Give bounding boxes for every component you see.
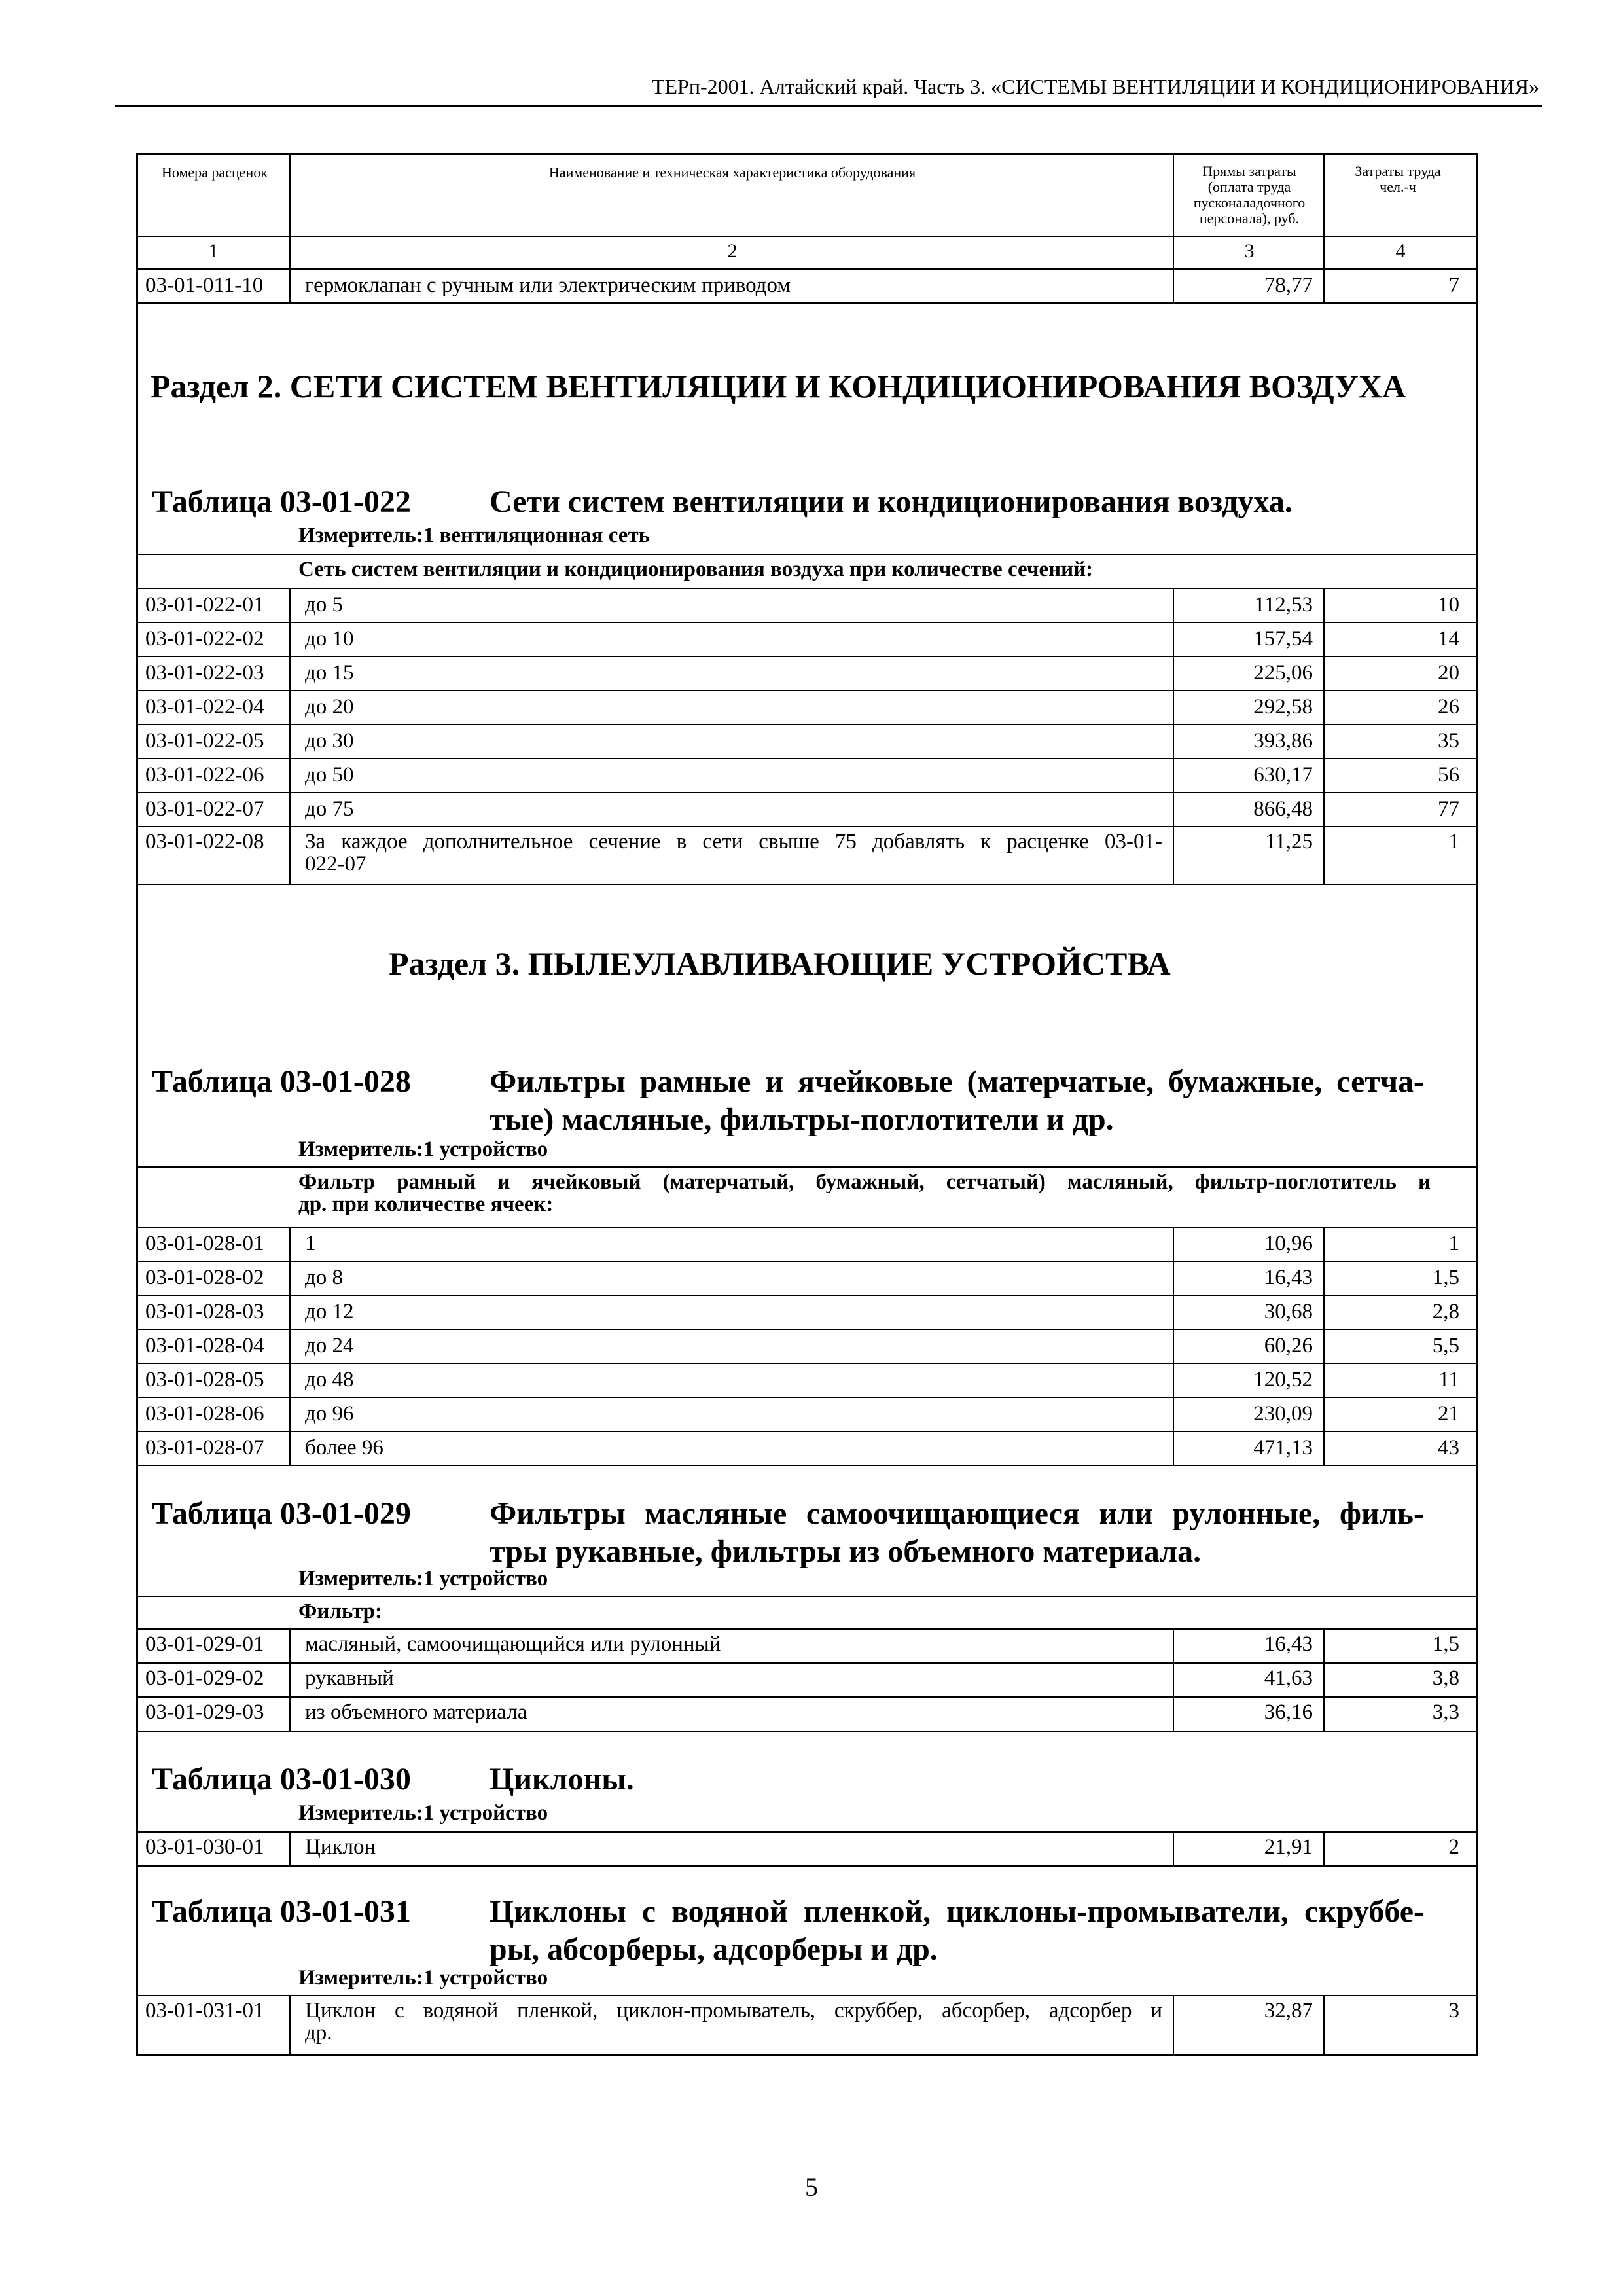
rate-cost: 120,52 bbox=[1253, 1368, 1313, 1391]
column-divider bbox=[289, 1628, 291, 1731]
row-divider bbox=[136, 554, 1478, 555]
rate-labor: 56 bbox=[1438, 763, 1459, 787]
section-3-title: Раздел 3. ПЫЛЕУЛАВЛИВАЮЩИЕ УСТРОЙСТВА bbox=[389, 945, 1171, 982]
rate-name: до 8 bbox=[305, 1266, 344, 1289]
rate-labor: 1 bbox=[1448, 830, 1459, 853]
row-divider bbox=[136, 1431, 1478, 1432]
table-03-01-029-number: Таблица 03-01-029 bbox=[152, 1496, 411, 1531]
rate-name: из объемного материала bbox=[305, 1700, 527, 1724]
rate-labor: 3,3 bbox=[1432, 1700, 1459, 1724]
rate-name: до 50 bbox=[305, 763, 354, 787]
col-header-direct-costs-line: (оплата труда bbox=[1207, 179, 1291, 195]
column-divider bbox=[1323, 1995, 1325, 2055]
rate-name: до 12 bbox=[305, 1300, 354, 1323]
table-03-01-031-unit: Измеритель:1 устройство bbox=[298, 1966, 548, 1990]
rate-cost: 393,86 bbox=[1253, 729, 1313, 753]
row-divider bbox=[136, 1329, 1478, 1330]
rate-code: 03-01-028-03 bbox=[145, 1300, 264, 1323]
table-03-01-029-title bbox=[490, 1495, 1424, 1571]
rate-name: Циклон bbox=[305, 1835, 376, 1859]
rate-cost: 225,06 bbox=[1253, 661, 1313, 685]
column-divider bbox=[1173, 1227, 1174, 1465]
table-03-01-030-title bbox=[490, 1761, 1425, 1799]
rate-code: 03-01-029-02 bbox=[145, 1666, 264, 1690]
col-header-description: Наименование и техническая характеристика оборудования bbox=[548, 164, 916, 181]
header-divider bbox=[136, 236, 1478, 237]
row-divider bbox=[136, 1363, 1478, 1364]
rate-name-line: За каждое дополнительное сечение в сети свыше 75 добавлять к расценке 03-01- bbox=[305, 830, 1162, 853]
rate-code: 03-01-031-01 bbox=[145, 1999, 264, 2022]
row-divider bbox=[136, 656, 1478, 657]
rate-code: 03-01-022-07 bbox=[145, 797, 264, 821]
row-divider bbox=[136, 724, 1478, 725]
col-header-direct-costs-line: персонала), руб. bbox=[1199, 210, 1300, 226]
rate-labor: 3,8 bbox=[1432, 1666, 1459, 1690]
rate-cost: 41,63 bbox=[1264, 1666, 1313, 1690]
col-header-direct-costs-line: пусконаладочного bbox=[1193, 194, 1306, 211]
column-divider bbox=[1173, 153, 1174, 302]
rate-cost: 16,43 bbox=[1264, 1632, 1313, 1656]
table-title-line: ры, абсорберы, адсорберы и др. bbox=[490, 1932, 938, 1967]
table-03-01-022-title bbox=[490, 483, 1425, 521]
rate-cost: 60,26 bbox=[1264, 1334, 1313, 1357]
rate-code: 03-01-028-01 bbox=[145, 1232, 264, 1255]
rate-labor: 43 bbox=[1438, 1436, 1459, 1460]
table-03-01-030-unit: Измеритель:1 устройство bbox=[298, 1801, 548, 1825]
rate-cost: 10,96 bbox=[1264, 1232, 1313, 1255]
rate-code: 03-01-011-10 bbox=[145, 274, 264, 297]
rate-name bbox=[305, 829, 1162, 877]
rate-name: до 48 bbox=[305, 1368, 354, 1391]
rate-code: 03-01-022-08 bbox=[145, 830, 264, 853]
rate-code: 03-01-028-02 bbox=[145, 1266, 264, 1289]
rate-name: до 10 bbox=[305, 627, 354, 651]
table-03-01-031-title bbox=[490, 1893, 1424, 1969]
row-divider bbox=[136, 884, 1478, 885]
table-03-01-022-number: Таблица 03-01-022 bbox=[152, 484, 411, 519]
rate-cost: 157,54 bbox=[1253, 627, 1313, 651]
rate-labor: 1,5 bbox=[1432, 1632, 1459, 1656]
table-title-line: Фильтры рамные и ячейковые (матерчатые, бумажные, сетча- bbox=[490, 1064, 1424, 1099]
page-number: 5 bbox=[805, 2172, 818, 2202]
rate-name: до 30 bbox=[305, 729, 354, 753]
rate-labor: 5,5 bbox=[1432, 1334, 1459, 1357]
row-divider bbox=[136, 1166, 1478, 1168]
rate-name: до 15 bbox=[305, 661, 354, 685]
row-divider bbox=[136, 1731, 1478, 1732]
table-03-01-022-group: Сеть систем вентиляции и кондиционирования воздуха при количестве сечений: bbox=[298, 558, 1094, 581]
rate-cost: 630,17 bbox=[1253, 763, 1313, 787]
rate-cost: 471,13 bbox=[1253, 1436, 1313, 1460]
table-03-01-028-number: Таблица 03-01-028 bbox=[152, 1064, 411, 1099]
column-divider bbox=[289, 1831, 291, 1865]
rate-labor: 77 bbox=[1438, 797, 1459, 821]
col-header-labor-line: Затраты труда bbox=[1355, 163, 1441, 179]
rate-name: более 96 bbox=[305, 1436, 383, 1460]
rate-cost: 230,09 bbox=[1253, 1402, 1313, 1426]
header-rule bbox=[115, 105, 1542, 107]
rate-cost: 36,16 bbox=[1264, 1700, 1313, 1724]
table-title-line: Сети систем вентиляции и кондиционирования воздуха. bbox=[490, 484, 1293, 519]
rate-code: 03-01-030-01 bbox=[145, 1835, 264, 1859]
rate-name-line: 022-07 bbox=[305, 852, 366, 876]
rate-labor: 2,8 bbox=[1432, 1300, 1459, 1323]
column-divider bbox=[289, 1227, 291, 1465]
table-title-line: Циклоны с водяной пленкой, циклоны-промыватели, скруббе- bbox=[490, 1894, 1424, 1929]
col-header-labor-line: чел.-ч bbox=[1380, 179, 1416, 195]
rate-cost: 866,48 bbox=[1253, 797, 1313, 821]
col-header-labor bbox=[1326, 164, 1470, 195]
rate-code: 03-01-022-04 bbox=[145, 695, 264, 719]
rate-cost: 11,25 bbox=[1264, 830, 1313, 853]
row-divider bbox=[136, 1465, 1478, 1466]
rate-code: 03-01-022-03 bbox=[145, 661, 264, 685]
column-divider bbox=[1323, 1831, 1325, 1865]
rate-labor: 35 bbox=[1438, 729, 1459, 753]
column-divider bbox=[1323, 153, 1325, 302]
column-divider bbox=[1323, 1227, 1325, 1465]
rate-name-line: Циклон с водяной пленкой, циклон-промыватель, скруббер, абсорбер, адсорбер и bbox=[305, 1999, 1162, 2022]
row-divider bbox=[136, 1696, 1478, 1698]
row-divider bbox=[136, 268, 1478, 270]
rate-code: 03-01-028-04 bbox=[145, 1334, 264, 1357]
group-line: Фильтр рамный и ячейковый (матерчатый, бумажный, сетчатый) масляный, фильтр-поглотитель и bbox=[298, 1170, 1431, 1194]
row-divider bbox=[136, 826, 1478, 827]
col-header-direct-costs bbox=[1175, 164, 1323, 226]
row-divider bbox=[136, 792, 1478, 793]
column-divider bbox=[289, 1995, 291, 2055]
column-divider bbox=[289, 588, 291, 884]
row-divider bbox=[136, 690, 1478, 691]
col-number: 4 bbox=[1395, 240, 1406, 262]
table-03-01-029-group: Фильтр: bbox=[298, 1600, 383, 1623]
rate-labor: 3 bbox=[1448, 1999, 1459, 2022]
col-number: 2 bbox=[727, 240, 738, 262]
table-title-line: Фильтры масляные самоочищающиеся или рулонные, филь- bbox=[490, 1496, 1424, 1531]
rate-cost: 30,68 bbox=[1264, 1300, 1313, 1323]
rate-name-line: др. bbox=[305, 2021, 332, 2045]
table-03-01-028-group bbox=[298, 1169, 1431, 1217]
rate-cost: 78,77 bbox=[1264, 274, 1313, 297]
table-title-line: тры рукавные, фильтры из объемного материала. bbox=[490, 1534, 1202, 1569]
rate-name: рукавный bbox=[305, 1666, 394, 1690]
rate-code: 03-01-029-03 bbox=[145, 1700, 264, 1724]
col-header-codes: Номера расценок bbox=[162, 164, 268, 181]
row-divider bbox=[136, 1628, 1478, 1630]
rate-labor: 20 bbox=[1438, 661, 1459, 685]
rate-name: до 96 bbox=[305, 1402, 354, 1426]
rate-labor: 1 bbox=[1448, 1232, 1459, 1255]
table-03-01-031-number: Таблица 03-01-031 bbox=[152, 1894, 411, 1929]
column-divider bbox=[1173, 1831, 1174, 1865]
rate-name: до 20 bbox=[305, 695, 354, 719]
rate-cost: 16,43 bbox=[1264, 1266, 1313, 1289]
rate-name: до 5 bbox=[305, 593, 344, 617]
rate-name: масляный, самоочищающийся или рулонный bbox=[305, 1632, 721, 1656]
table-03-01-022-unit: Измеритель:1 вентиляционная сеть bbox=[298, 524, 651, 547]
table-03-01-030-number: Таблица 03-01-030 bbox=[152, 1762, 411, 1797]
row-divider bbox=[136, 1596, 1478, 1597]
row-divider bbox=[136, 1227, 1478, 1228]
row-divider bbox=[136, 1831, 1478, 1833]
rate-cost: 112,53 bbox=[1254, 593, 1313, 617]
row-divider bbox=[136, 1865, 1478, 1867]
rate-code: 03-01-022-05 bbox=[145, 729, 264, 753]
row-divider bbox=[136, 1261, 1478, 1262]
section-2-title: Раздел 2. СЕТИ СИСТЕМ ВЕНТИЛЯЦИИ И КОНДИЦИОНИРОВАНИЯ ВОЗДУХА bbox=[151, 368, 1406, 404]
rate-code: 03-01-028-07 bbox=[145, 1436, 264, 1460]
table-03-01-028-unit: Измеритель:1 устройство bbox=[298, 1138, 548, 1161]
rate-name: до 24 bbox=[305, 1334, 354, 1357]
row-divider bbox=[136, 302, 1478, 304]
column-divider bbox=[289, 153, 291, 302]
rate-name: до 75 bbox=[305, 797, 354, 821]
row-divider bbox=[136, 1995, 1478, 1996]
row-divider bbox=[136, 1662, 1478, 1664]
rate-cost: 21,91 bbox=[1264, 1835, 1313, 1859]
row-divider bbox=[136, 758, 1478, 759]
rate-name bbox=[305, 1998, 1162, 2046]
rate-cost: 292,58 bbox=[1253, 695, 1313, 719]
col-header-direct-costs-line: Прямы затраты bbox=[1202, 163, 1296, 179]
table-title-line: Циклоны. bbox=[490, 1762, 634, 1797]
rate-cost: 32,87 bbox=[1264, 1999, 1313, 2022]
rate-name: гермоклапан с ручным или электрическим приводом bbox=[305, 274, 791, 297]
column-divider bbox=[1323, 1628, 1325, 1731]
column-divider bbox=[1323, 588, 1325, 884]
table-03-01-028-title bbox=[490, 1063, 1424, 1139]
row-divider bbox=[136, 1295, 1478, 1296]
rate-code: 03-01-022-02 bbox=[145, 627, 264, 651]
rate-labor: 21 bbox=[1438, 1402, 1459, 1426]
rate-labor: 11 bbox=[1438, 1368, 1459, 1391]
table-03-01-029-unit: Измеритель:1 устройство bbox=[298, 1567, 548, 1590]
table-title-line: тые) масляные, фильтры-поглотители и др. bbox=[490, 1102, 1114, 1137]
rate-labor: 1,5 bbox=[1432, 1266, 1459, 1289]
rate-labor: 7 bbox=[1448, 274, 1459, 297]
rate-labor: 14 bbox=[1438, 627, 1459, 651]
rate-code: 03-01-022-06 bbox=[145, 763, 264, 787]
rate-code: 03-01-022-01 bbox=[145, 593, 264, 617]
rate-code: 03-01-029-01 bbox=[145, 1632, 264, 1656]
rate-code: 03-01-028-05 bbox=[145, 1368, 264, 1391]
col-number: 1 bbox=[208, 240, 219, 262]
running-header: ТЕРп-2001. Алтайский край. Часть 3. «СИСТЕМЫ ВЕНТИЛЯЦИИ И КОНДИЦИОНИРОВАНИЯ» bbox=[651, 75, 1539, 98]
rate-labor: 26 bbox=[1438, 695, 1459, 719]
row-divider bbox=[136, 588, 1478, 589]
col-number: 3 bbox=[1244, 240, 1255, 262]
group-line: др. при количестве ячеек: bbox=[298, 1193, 554, 1216]
row-divider bbox=[136, 1397, 1478, 1398]
column-divider bbox=[1173, 1628, 1174, 1731]
rate-code: 03-01-028-06 bbox=[145, 1402, 264, 1426]
row-divider bbox=[136, 622, 1478, 623]
column-divider bbox=[1173, 588, 1174, 884]
rate-labor: 10 bbox=[1438, 593, 1459, 617]
column-divider bbox=[1173, 1995, 1174, 2055]
rate-labor: 2 bbox=[1448, 1835, 1459, 1859]
rate-name: 1 bbox=[305, 1232, 316, 1255]
